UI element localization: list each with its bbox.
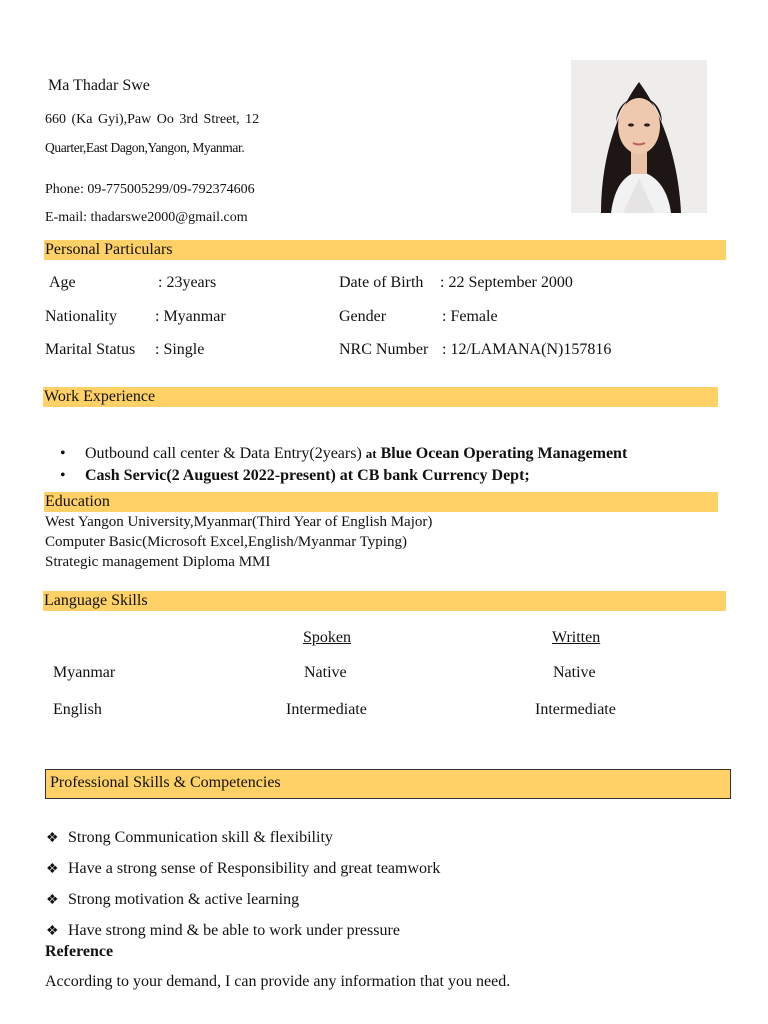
dob-value: : 22 September 2000 [440, 274, 573, 291]
diamond-bullet-icon: ❖ [46, 924, 59, 939]
work-item-2-text: Cash Servic(2 Auguest 2022-present) at CB bank Currency Dept; [85, 467, 530, 484]
skill-text: Strong motivation & active learning [68, 891, 300, 908]
language-skills-title: Language Skills [44, 592, 148, 609]
list-item [46, 922, 400, 940]
nationality-label: Nationality [45, 308, 117, 325]
phone-number: Phone: 09-775005299/09-792374606 [45, 182, 255, 197]
skill-text: Have strong mind & be able to work under pressure [68, 922, 400, 939]
education-line: Strategic management Diploma MMI [45, 554, 271, 570]
nrc-label: NRC Number [339, 341, 429, 358]
language-name: Myanmar [53, 664, 116, 681]
section-education: Education [44, 492, 718, 512]
section-language-skills [43, 591, 726, 611]
language-spoken-level: Intermediate [286, 701, 367, 718]
list-item [60, 443, 627, 465]
reference-heading: Reference [45, 943, 114, 960]
dob-label: Date of Birth [339, 274, 424, 291]
skill-text: Have a strong sense of Responsibility and great teamwork [68, 860, 441, 877]
candidate-name: Ma Thadar Swe [48, 77, 150, 94]
diamond-bullet-icon: ❖ [46, 893, 59, 908]
marital-status-label: Marital Status [45, 341, 136, 358]
column-written-header: Written [552, 629, 601, 646]
address-line-1: 660 (Ka Gyi),Paw Oo 3rd Street, 12 [45, 112, 260, 127]
nrc-value: : 12/LAMANA(N)157816 [442, 341, 612, 358]
email-address: E-mail: thadarswe2000@gmail.com [45, 210, 248, 225]
education-line: Computer Basic(Microsoft Excel,English/Myanmar Typing) [45, 534, 407, 550]
work-item-1-at: at [365, 446, 377, 461]
age-value: : 23years [158, 274, 217, 291]
age-label: Age [49, 274, 76, 291]
language-name: English [53, 701, 102, 718]
list-item [46, 891, 299, 909]
marital-status-value: : Single [155, 341, 205, 358]
skill-text: Strong Communication skill & flexibility [68, 829, 333, 846]
reference-text: According to your demand, I can provide any information that you need. [45, 973, 511, 990]
address-line-2: Quarter,East Dagon,Yangon, Myanmar. [45, 140, 245, 155]
section-personal-particulars: Personal Particulars [44, 240, 726, 260]
language-written-level: Native [553, 664, 596, 681]
gender-label: Gender [339, 308, 387, 325]
language-spoken-level: Native [304, 664, 347, 681]
list-item [60, 465, 627, 487]
language-written-level: Intermediate [535, 701, 616, 718]
nationality-value: : Myanmar [155, 308, 226, 325]
list-item [46, 829, 333, 847]
section-professional-skills: Professional Skills & Competencies [45, 769, 731, 799]
diamond-bullet-icon: ❖ [46, 831, 59, 846]
education-list [45, 512, 432, 572]
profile-photo [571, 60, 707, 213]
work-item-1-text: Outbound call center & Data Entry(2years) [85, 445, 362, 462]
list-item [46, 860, 440, 878]
diamond-bullet-icon: ❖ [46, 862, 59, 877]
work-experience-list [60, 443, 627, 487]
education-line: West Yangon University,Myanmar(Third Year of English Major) [45, 514, 433, 530]
column-spoken-header: Spoken [303, 629, 351, 646]
work-item-1-company: Blue Ocean Operating Management [380, 445, 628, 462]
section-work-experience: Work Experience [43, 387, 718, 407]
gender-value: : Female [442, 308, 498, 325]
